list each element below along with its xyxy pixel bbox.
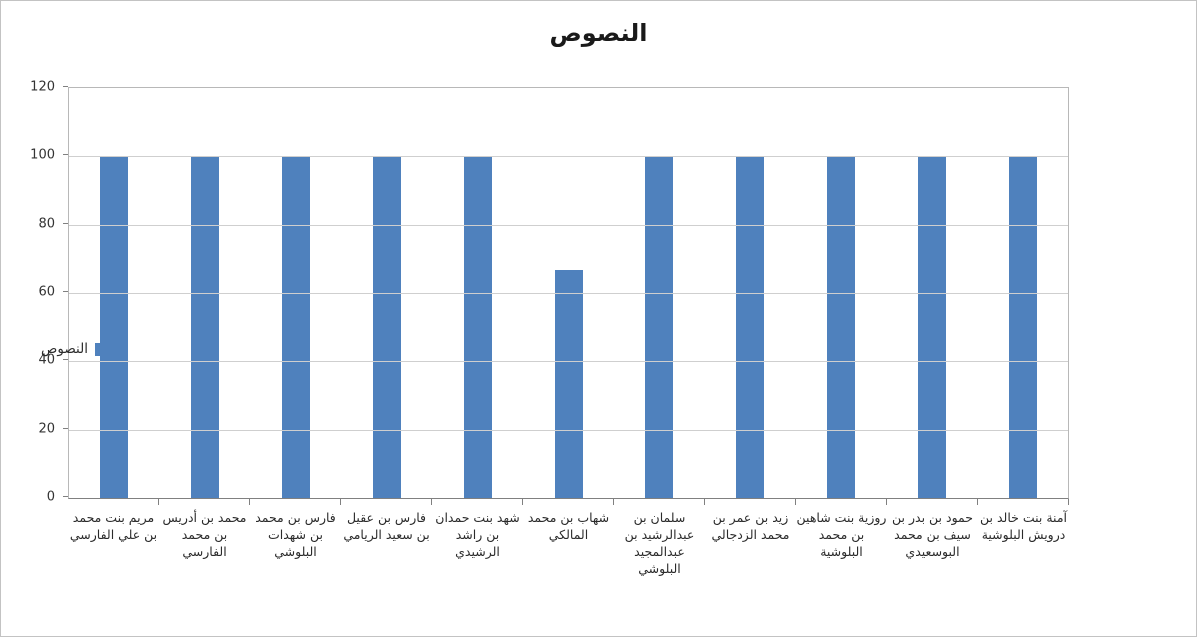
gridline [69,361,1068,362]
x-axis-category-label: مريم بنت محمد بن علي الفارسي [69,510,158,542]
y-axis-tick-label: 40 [38,352,55,368]
x-axis-category-label: آمنة بنت خالد بن درويش البلوشية [980,510,1067,542]
x-axis-category-label: زيد بن عمر بن محمد الزدجالي [711,510,790,542]
bar[interactable] [736,156,764,498]
bar[interactable] [827,156,855,498]
plot-area [68,87,1069,499]
bar[interactable] [1009,156,1037,498]
x-axis-category-label: حمود بن بدر بن سيف بن محمد البوسعيدي [892,510,973,559]
y-axis-tick-label: 80 [38,216,55,232]
bar[interactable] [100,156,128,498]
x-axis-category-label: روزية بنت شاهين بن محمد البلوشية [796,510,887,559]
x-axis-labels [68,501,1069,621]
x-axis-category-label: فارس بن عقيل بن سعيد الريامي [343,510,430,542]
y-axis-tick-label: 0 [46,489,55,505]
x-axis-category-label: شهاب بن محمد المالكي [527,510,610,542]
y-axis-tick-label: 20 [38,421,55,437]
legend-color-swatch [95,343,108,356]
gridline [69,225,1068,226]
chart-title: النصوص [549,19,648,47]
bar[interactable] [645,156,673,498]
bar[interactable] [555,270,583,498]
x-axis-category-label: فارس بن محمد بن شهدات البلوشي [255,510,336,559]
bar[interactable] [918,156,946,498]
gridline [69,293,1068,294]
y-axis-tick-label: 60 [38,284,55,300]
x-axis-category-label: محمد بن أدريس بن محمد الفارسي [162,510,247,559]
bar[interactable] [191,156,219,498]
y-axis-tick-label: 100 [30,147,55,163]
gridline [69,430,1068,431]
legend-item-label: النصوص [41,341,88,357]
x-axis-category-label: شهد بنت حمدان بن راشد الرشيدي [435,510,520,559]
y-axis-tick-label: 120 [30,79,55,95]
bar[interactable] [373,156,401,498]
gridline [69,156,1068,157]
bar[interactable] [464,156,492,498]
y-axis [1,79,63,505]
bar[interactable] [282,156,310,498]
chart-legend [41,341,108,357]
x-axis-category-label: سلمان بن عبدالرشيد بن عبدالمجيد البلوشي [624,510,695,576]
